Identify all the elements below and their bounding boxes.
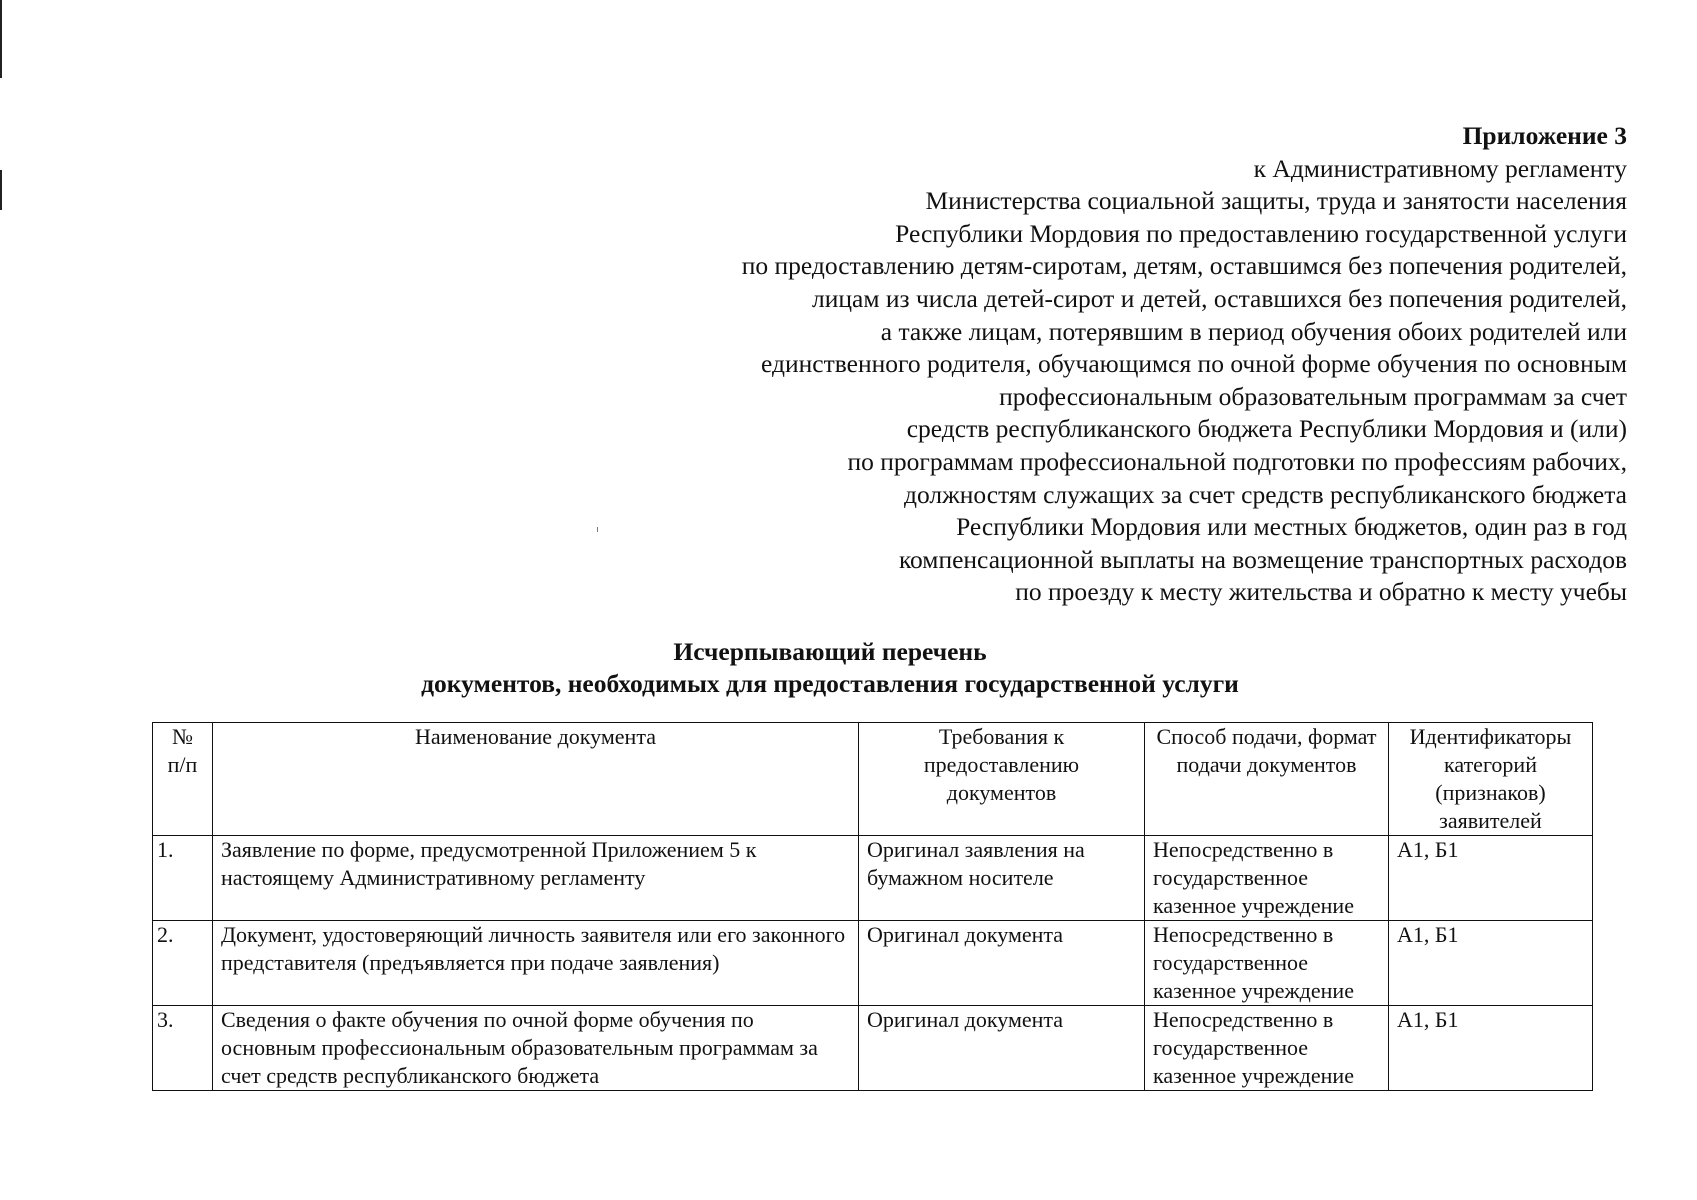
applicant-ids-cell: А1, Б1 <box>1389 1006 1593 1091</box>
header-line: по программам профессиональной подготовки по профессиям рабочих, <box>847 446 1627 476</box>
header-line: по проезду к месту жительства и обратно к месту учебы <box>1015 577 1627 607</box>
header-line: Республики Мордовия или местных бюджетов, один раз в год <box>956 512 1627 542</box>
submission-method-cell: Непосредственно в государственное казенное учреждение <box>1145 836 1389 921</box>
table-row <box>153 1006 1593 1091</box>
header-line: средств республиканского бюджета Республики Мордовия и (или) <box>906 414 1627 444</box>
applicant-ids-cell: А1, Б1 <box>1389 836 1593 921</box>
header-line: а также лицам, потерявшим в период обучения обоих родителей или <box>880 316 1627 346</box>
table-header-row <box>153 723 1593 836</box>
header-line: профессиональным образовательным программам за счет <box>999 381 1627 411</box>
scan-edge-mark-top <box>0 0 2 78</box>
column-header-number: № п/п <box>153 723 213 836</box>
appendix-header <box>527 120 1627 609</box>
column-header-document-name: Наименование документа <box>213 723 859 836</box>
table-row <box>153 921 1593 1006</box>
document-title-line-2: документов, необходимых для предоставления государственной услуги <box>421 669 1239 698</box>
document-title-line-1: Исчерпывающий перечень <box>673 637 987 666</box>
submission-method-cell: Непосредственно в государственное казенное учреждение <box>1145 921 1389 1006</box>
row-number: 2. <box>153 921 213 1006</box>
document-name-cell: Сведения о факте обучения по очной форме обучения по основным профессиональным образовательным программам за счет средств республиканского бюджета <box>213 1006 859 1091</box>
header-line: Республики Мордовия по предоставлению государственной услуги <box>895 218 1627 248</box>
requirements-cell: Оригинал документа <box>859 1006 1145 1091</box>
applicant-ids-cell: А1, Б1 <box>1389 921 1593 1006</box>
appendix-title: Приложение 3 <box>1462 121 1627 150</box>
header-line: компенсационной выплаты на возмещение транспортных расходов <box>898 544 1627 574</box>
header-line: по предоставлению детям-сиротам, детям, оставшимся без попечения родителей, <box>741 251 1627 281</box>
requirements-cell: Оригинал заявления на бумажном носителе <box>859 836 1145 921</box>
document-title <box>150 636 1510 700</box>
header-line: единственного родителя, обучающимся по очной форме обучения по основным <box>761 349 1627 379</box>
scan-edge-mark-middle <box>0 170 2 210</box>
submission-method-cell: Непосредственно в государственное казенное учреждение <box>1145 1006 1389 1091</box>
header-line: Министерства социальной защиты, труда и занятости населения <box>925 186 1627 216</box>
row-number: 3. <box>153 1006 213 1091</box>
document-name-cell: Заявление по форме, предусмотренной Приложением 5 к настоящему Административному регламенту <box>213 836 859 921</box>
column-header-requirements: Требования к предоставлению документов <box>859 723 1145 836</box>
documents-table <box>152 722 1593 1091</box>
column-header-submission-method: Способ подачи, формат подачи документов <box>1145 723 1389 836</box>
column-header-applicant-ids: Идентификаторы категорий (признаков) заявителей <box>1389 723 1593 836</box>
header-line: лицам из числа детей-сирот и детей, оставшихся без попечения родителей, <box>812 283 1627 313</box>
header-line: к Административному регламенту <box>1253 153 1627 183</box>
document-name-cell: Документ, удостоверяющий личность заявителя или его законного представителя (предъявляется при подаче заявления) <box>213 921 859 1006</box>
requirements-cell: Оригинал документа <box>859 921 1145 1006</box>
header-line: должностям служащих за счет средств республиканского бюджета <box>903 479 1627 509</box>
table-row <box>153 836 1593 921</box>
row-number: 1. <box>153 836 213 921</box>
